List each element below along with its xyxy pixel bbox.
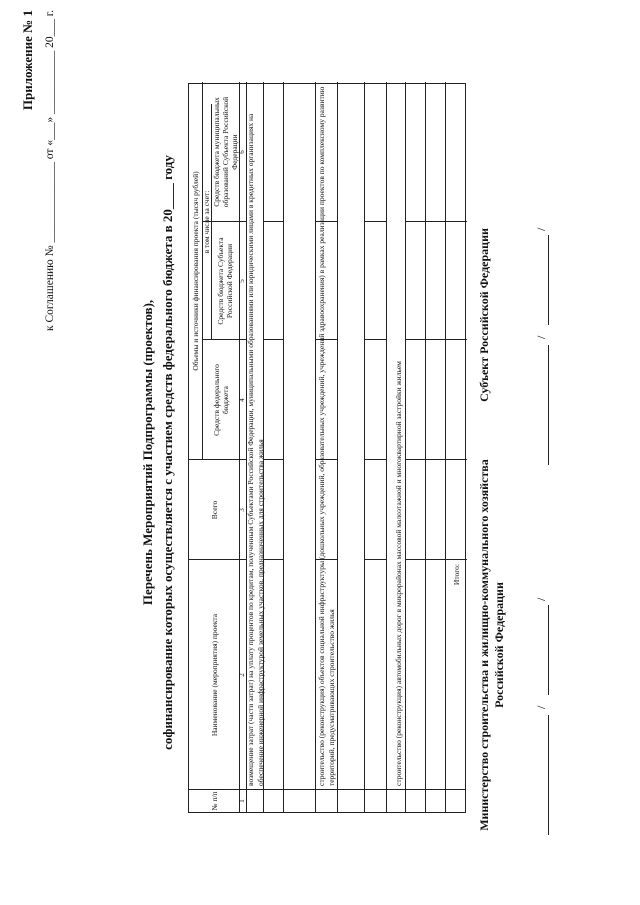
header-including: в том числе за счет: <box>202 190 211 254</box>
agreement-reference: к Соглашению № ______________ от «___» ___________ 20___ г. <box>44 10 56 331</box>
section-row-1: возмещение затрат (части затрат) на уплату процентов по кредитам, полученным Субъектами Российской Федерации, муниципальными образованиями или юридическими лицами в кредитных организациях на обеспечение инженерной инфраструктурой земельных участков, предназначенных для строительства жилья <box>246 113 265 786</box>
ministry-slash-left: / <box>534 705 548 709</box>
column-number-2: 2 <box>238 673 246 677</box>
column-number-3: 3 <box>238 508 246 512</box>
header-subject: Средств бюджета Субъекта Российской Федерации <box>216 237 234 325</box>
ministry-signature-line <box>548 715 549 835</box>
subject-signature-line <box>548 345 549 465</box>
header-volumes: Объемы и источники финансирования проекта (тысяч рублей) <box>191 171 200 371</box>
header-municipal: Средств бюджета муниципальных образований Субъекта Российской Федерации <box>211 96 239 208</box>
column-number-6: 6 <box>238 150 246 154</box>
column-number-4: 4 <box>238 398 246 402</box>
total-label: Итого: <box>451 564 461 586</box>
section-row-2: строительство (реконструкция) объектов социальной инфраструктуры (дошкольных учреждений, образовательных учреждений, учреждений здравоохранения) в рамках реализации проектов по комплексному развитию территорий, предусматривающих строительство жилья <box>317 86 336 786</box>
document-title-line-1: Перечень Мероприятий Подпрограммы (проектов), <box>140 299 155 606</box>
subject-slash-right: / <box>534 227 548 231</box>
document-title-line-2: софинансирование которых осуществляется с участием средств федерального бюджета в 20____ году <box>160 155 175 750</box>
header-number: № п/п <box>209 791 219 811</box>
ministry-signatory: Министерство строительства и жилищно-коммунального хозяйства Российской Федерации <box>477 459 506 831</box>
ministry-name-line <box>548 605 549 695</box>
projects-table <box>188 83 466 813</box>
header-total: Всего <box>209 500 219 520</box>
column-number-5: 5 <box>238 279 246 283</box>
section-row-3: строительство (реконструкция) автомобильных дорог в микрорайонах массовой малоэтажной и многоквартирной застройки жильем <box>394 361 403 786</box>
appendix-title: Приложение № 1 <box>20 10 35 111</box>
subject-name-line <box>548 235 549 325</box>
header-project-name: Наименование (мероприятия) проекта <box>209 613 219 737</box>
header-federal: Средств федерального бюджета <box>211 364 230 436</box>
column-number-1: 1 <box>238 799 246 803</box>
subject-signatory: Субъект Российской Федерации <box>477 228 491 402</box>
ministry-slash-right: / <box>534 597 548 601</box>
subject-slash-left: / <box>534 335 548 339</box>
